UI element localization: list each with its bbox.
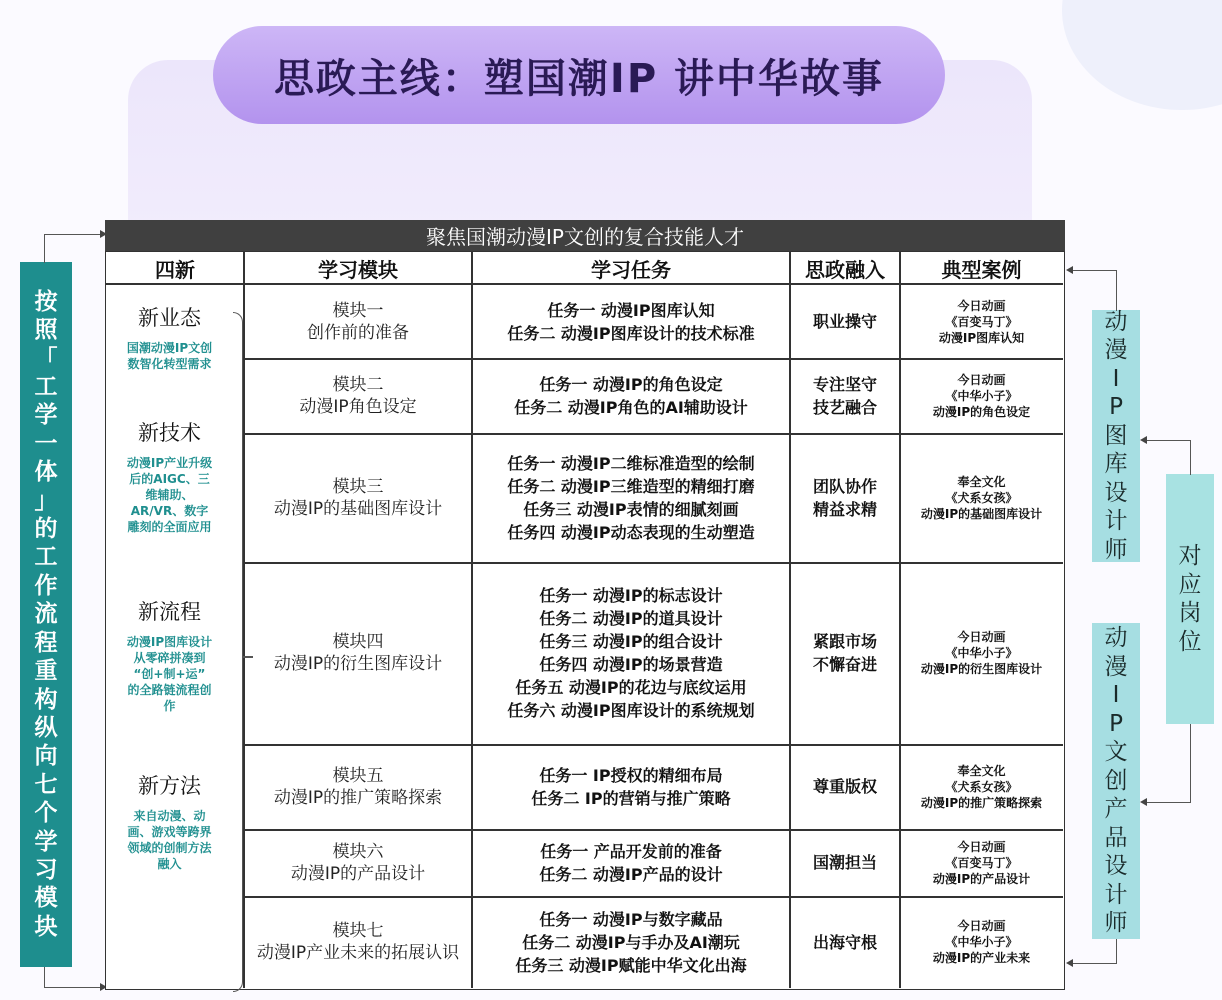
case-cell-line: 今日动画: [957, 298, 1006, 313]
left-connector-bottom: [44, 967, 103, 988]
four-new-desc-line: 来自动漫、动: [133, 809, 206, 823]
vertical-char: 图: [1104, 422, 1128, 449]
four-new-item: [106, 302, 233, 372]
case-cell-line: 动漫IP的基础图库设计: [920, 506, 1043, 521]
case-cell-line: 今日动画: [957, 919, 1006, 933]
case-cell-line: 动漫IP的产品设计: [932, 871, 1031, 886]
tasks-cell-line: 任务二 动漫IP与手办及AI潮玩: [522, 932, 740, 952]
ideology-cell: [790, 433, 900, 562]
header-typical-cases: 典型案例: [941, 257, 1022, 282]
case-cell-line: 动漫IP的角色设定: [932, 404, 1031, 419]
four-new-desc-line: 的全路链流程创: [127, 683, 212, 697]
case-cell-line: 《犬系女孩》: [945, 490, 1018, 505]
module-cell-line: 动漫IP产业未来的拓展认识: [256, 943, 460, 963]
module-cell-line: 创作前的准备: [307, 322, 409, 343]
tasks-cell-line: 任务四 动漫IP的场景营造: [539, 655, 723, 674]
vertical-char: P: [1109, 710, 1123, 737]
case-cell: [900, 285, 1063, 358]
module-cell: [244, 358, 472, 433]
module-cell: [244, 433, 472, 562]
ideology-cell-line: 紧跟市场: [812, 632, 877, 651]
vertical-char: 位: [1178, 628, 1202, 655]
vertical-char: 品: [1104, 824, 1128, 851]
vertical-char: 动: [1104, 625, 1128, 652]
right-connector-top: [1072, 270, 1117, 311]
ideology-cell-line: 职业操守: [812, 312, 877, 331]
tasks-cell-line: 任务一 动漫IP二维标准造型的绘制: [507, 453, 755, 473]
vertical-char: 重: [34, 658, 58, 685]
ideology-cell-line: 专注坚守: [812, 374, 877, 394]
left-connector-top: [44, 234, 103, 263]
vertical-char: 流: [34, 601, 58, 628]
four-new-title: 新业态: [138, 306, 201, 330]
four-new-item: [106, 770, 233, 872]
vertical-char: 工: [34, 374, 58, 401]
mid-connector-top: [1146, 440, 1191, 475]
vertical-char: 向: [34, 743, 58, 770]
vertical-char: 习: [34, 856, 58, 883]
case-cell-line: 奉全文化: [957, 474, 1006, 489]
vertical-char: 「: [34, 345, 58, 372]
module-cell-line: 动漫IP角色设定: [299, 396, 417, 417]
vertical-char: 库: [1104, 451, 1128, 478]
four-new-brace: [233, 312, 243, 992]
ideology-cell-line: 技艺融合: [812, 397, 877, 417]
case-cell-line: 今日动画: [957, 630, 1006, 644]
tasks-cell-line: 任务二 动漫IP图库设计的技术标准: [507, 323, 755, 343]
case-cell-line: 《百变马丁》: [945, 314, 1018, 329]
ideology-cell-line: 尊重版权: [812, 777, 877, 796]
tasks-cell-line: 任务一 产品开发前的准备: [540, 841, 722, 861]
ideology-cell-line: 精益求精: [812, 499, 877, 519]
four-new-title: 新方法: [138, 774, 201, 798]
tasks-cell-line: 任务三 动漫IP的组合设计: [539, 632, 723, 651]
page-title: 思政主线：塑国潮IP 讲中华故事: [213, 26, 945, 124]
vertical-char: 」: [34, 487, 58, 514]
vertical-char: 学: [34, 828, 58, 855]
module-cell: [244, 744, 472, 829]
vertical-char: 计: [1104, 508, 1128, 535]
four-new-desc-line: 领域的创制方法: [127, 841, 212, 855]
vertical-char: 照: [34, 317, 58, 344]
tasks-cell: [472, 562, 790, 744]
module-cell-line: 模块三: [332, 476, 384, 497]
case-cell: [900, 358, 1063, 433]
vertical-char: P: [1109, 394, 1123, 421]
corresponding-positions-label: [1166, 474, 1214, 724]
header-learning-tasks: 学习任务: [591, 257, 671, 282]
corner-decoration: [1062, 0, 1222, 110]
vertical-char: 模: [34, 885, 58, 912]
case-cell-line: 今日动画: [957, 839, 1006, 854]
tasks-cell-line: 任务一 动漫IP的角色设定: [539, 374, 723, 394]
ideology-cell-line: 不懈奋进: [812, 655, 877, 674]
ideology-cell: [790, 744, 900, 829]
vertical-char: 计: [1104, 881, 1128, 908]
tasks-cell: [472, 285, 790, 358]
tasks-cell-line: 任务三 动漫IP赋能中华文化出海: [515, 955, 747, 975]
vertical-char: 七: [34, 771, 58, 798]
four-new-desc-line: 国潮动漫IP文创: [126, 341, 213, 355]
vertical-char: 产: [1104, 796, 1128, 823]
right-arrow-top: [1066, 266, 1073, 274]
curriculum-table: [105, 220, 1065, 990]
case-cell-line: 今日动画: [957, 372, 1006, 387]
case-cell-line: 动漫IP的产业未来: [932, 951, 1031, 965]
ideology-cell-line: 团队协作: [812, 476, 877, 496]
ideology-cell: [790, 358, 900, 433]
tasks-cell-line: 任务二 动漫IP角色的AI辅助设计: [514, 397, 748, 417]
vertical-char: 学: [34, 402, 58, 429]
vertical-char: 漫: [1104, 337, 1128, 364]
vertical-char: 师: [1104, 910, 1128, 937]
vertical-char: 设: [1104, 853, 1128, 880]
vertical-char: 应: [1178, 571, 1202, 598]
vertical-char: 岗: [1178, 600, 1202, 626]
ideology-cell: [790, 285, 900, 358]
tasks-cell-line: 任务一 动漫IP与数字藏品: [539, 909, 723, 929]
vertical-char: 动: [1104, 308, 1128, 335]
role-ip-library-designer: [1092, 310, 1140, 562]
four-new-desc-line: 融入: [157, 857, 182, 871]
module-cell-line: 动漫IP的推广策略探索: [273, 787, 443, 808]
module-cell: [244, 896, 472, 988]
vertical-char: 个: [34, 800, 58, 827]
four-new-desc-line: 从零碎拼凑到: [133, 651, 206, 665]
vertical-char: I: [1112, 365, 1120, 392]
module-cell-line: 动漫IP的衍生图库设计: [273, 654, 443, 674]
four-new-desc-line: 数智化转型需求: [127, 357, 212, 371]
case-cell-line: 奉全文化: [957, 763, 1006, 778]
tasks-cell-line: 任务二 动漫IP产品的设计: [539, 864, 723, 884]
four-new-desc-line: 动漫IP图库设计: [126, 635, 213, 649]
case-cell: [900, 896, 1063, 988]
ideology-cell: [790, 562, 900, 744]
four-new-title: 新流程: [138, 600, 201, 624]
vertical-char: 对: [1178, 543, 1202, 569]
tasks-cell-line: 任务二 IP的营销与推广策略: [531, 788, 731, 808]
vertical-char: 纵: [34, 714, 58, 741]
four-new-title: 新技术: [138, 421, 201, 445]
four-new-desc-line: 维辅助、: [145, 488, 194, 502]
tasks-cell: [472, 829, 790, 896]
right-arrow-bottom: [1066, 959, 1073, 967]
module-cell-line: 模块五: [332, 765, 384, 786]
module-cell-line: 动漫IP的产品设计: [290, 863, 426, 884]
case-cell-line: 动漫IP的推广策略探索: [920, 795, 1043, 810]
case-cell-line: 《犬系女孩》: [945, 779, 1018, 794]
right-connector-bottom: [1072, 939, 1117, 964]
vertical-char: 师: [1104, 536, 1128, 563]
case-cell-line: 《中华小子》: [945, 646, 1018, 660]
tasks-cell-line: 任务五 动漫IP的花边与底纹运用: [515, 678, 747, 697]
case-cell: [900, 433, 1063, 562]
tasks-cell: [472, 744, 790, 829]
ideology-cell-line: 国潮担当: [812, 853, 877, 872]
left-workflow-label: [20, 262, 72, 967]
ideology-cell-line: 出海守根: [812, 932, 877, 952]
four-new-desc-line: 雕刻的全面应用: [127, 520, 212, 534]
module-cell-line: 模块七: [332, 921, 384, 941]
four-new-desc-line: AR/VR、数字: [130, 504, 209, 518]
ideology-cell: [790, 896, 900, 988]
four-new-item: [106, 596, 233, 714]
vertical-char: 作: [34, 572, 58, 599]
vertical-char: 体: [34, 459, 58, 486]
vertical-char: 构: [34, 686, 58, 713]
vertical-char: 漫: [1104, 653, 1128, 680]
four-new-desc-line: 画、游戏等跨界: [127, 825, 212, 839]
tasks-cell-line: 任务三 动漫IP表情的细腻刻画: [523, 499, 739, 519]
ideology-cell: [790, 829, 900, 896]
module-cell-line: 模块四: [332, 632, 384, 652]
case-cell-line: 《中华小子》: [945, 388, 1018, 403]
tasks-cell-line: 任务二 动漫IP三维造型的精细打磨: [507, 476, 755, 496]
module-cell: [244, 285, 472, 358]
vertical-char: 工: [34, 544, 58, 571]
tasks-cell-line: 任务六 动漫IP图库设计的系统规划: [507, 701, 755, 720]
tasks-cell: [472, 896, 790, 988]
case-cell: [900, 744, 1063, 829]
tasks-cell: [472, 433, 790, 562]
vertical-char: 程: [34, 629, 58, 656]
tasks-cell: [472, 358, 790, 433]
vertical-char: 的: [34, 516, 58, 543]
case-cell-line: 动漫IP的衍生图库设计: [920, 662, 1043, 676]
four-new-desc-line: 作: [163, 699, 176, 713]
vertical-char: 创: [1104, 767, 1128, 794]
mid-connector-bottom: [1146, 724, 1191, 803]
tasks-cell-line: 任务一 动漫IP的标志设计: [539, 586, 723, 605]
case-cell-line: 《中华小子》: [945, 935, 1018, 949]
case-cell-line: 《百变马丁》: [945, 855, 1018, 870]
tasks-cell-line: 任务四 动漫IP动态表现的生动塑造: [507, 522, 755, 542]
vertical-char: 块: [34, 913, 58, 940]
table-title: 聚焦国潮动漫IP文创的复合技能人才: [105, 220, 1065, 251]
module-cell-line: 模块二: [332, 374, 384, 395]
four-new-desc-line: 后的AIGC、三: [129, 472, 210, 486]
module-cell: [244, 829, 472, 896]
module-cell-line: 模块一: [332, 300, 384, 321]
module-cell: [244, 562, 472, 744]
header-ideology: 思政融入: [805, 257, 885, 282]
vertical-char: 按: [34, 288, 58, 315]
header-four-new: 四新: [155, 257, 195, 282]
vertical-char: 设: [1104, 479, 1128, 506]
tasks-cell-line: 任务一 动漫IP图库认知: [547, 300, 715, 320]
vertical-char: 文: [1104, 739, 1128, 766]
tasks-cell-line: 任务一 IP授权的精细布局: [539, 765, 723, 785]
four-new-desc-line: 动漫IP产业升级: [126, 456, 213, 470]
vertical-char: I: [1112, 682, 1120, 709]
mid-arrow-top: [1140, 436, 1147, 444]
mid-arrow-bottom: [1140, 798, 1147, 806]
case-cell-line: 动漫IP图库认知: [938, 330, 1025, 345]
four-new-item: [106, 417, 233, 535]
table-grid: [105, 251, 1065, 990]
case-cell: [900, 562, 1063, 744]
role-ip-product-designer: [1092, 623, 1140, 939]
module-cell-line: 动漫IP的基础图库设计: [273, 498, 443, 519]
case-cell: [900, 829, 1063, 896]
header-learning-module: 学习模块: [318, 257, 398, 282]
four-new-desc-line: “创+制+运”: [133, 667, 206, 681]
vertical-char: 一: [34, 430, 58, 457]
tasks-cell-line: 任务二 动漫IP的道具设计: [539, 609, 723, 628]
module-cell-line: 模块六: [332, 841, 384, 862]
